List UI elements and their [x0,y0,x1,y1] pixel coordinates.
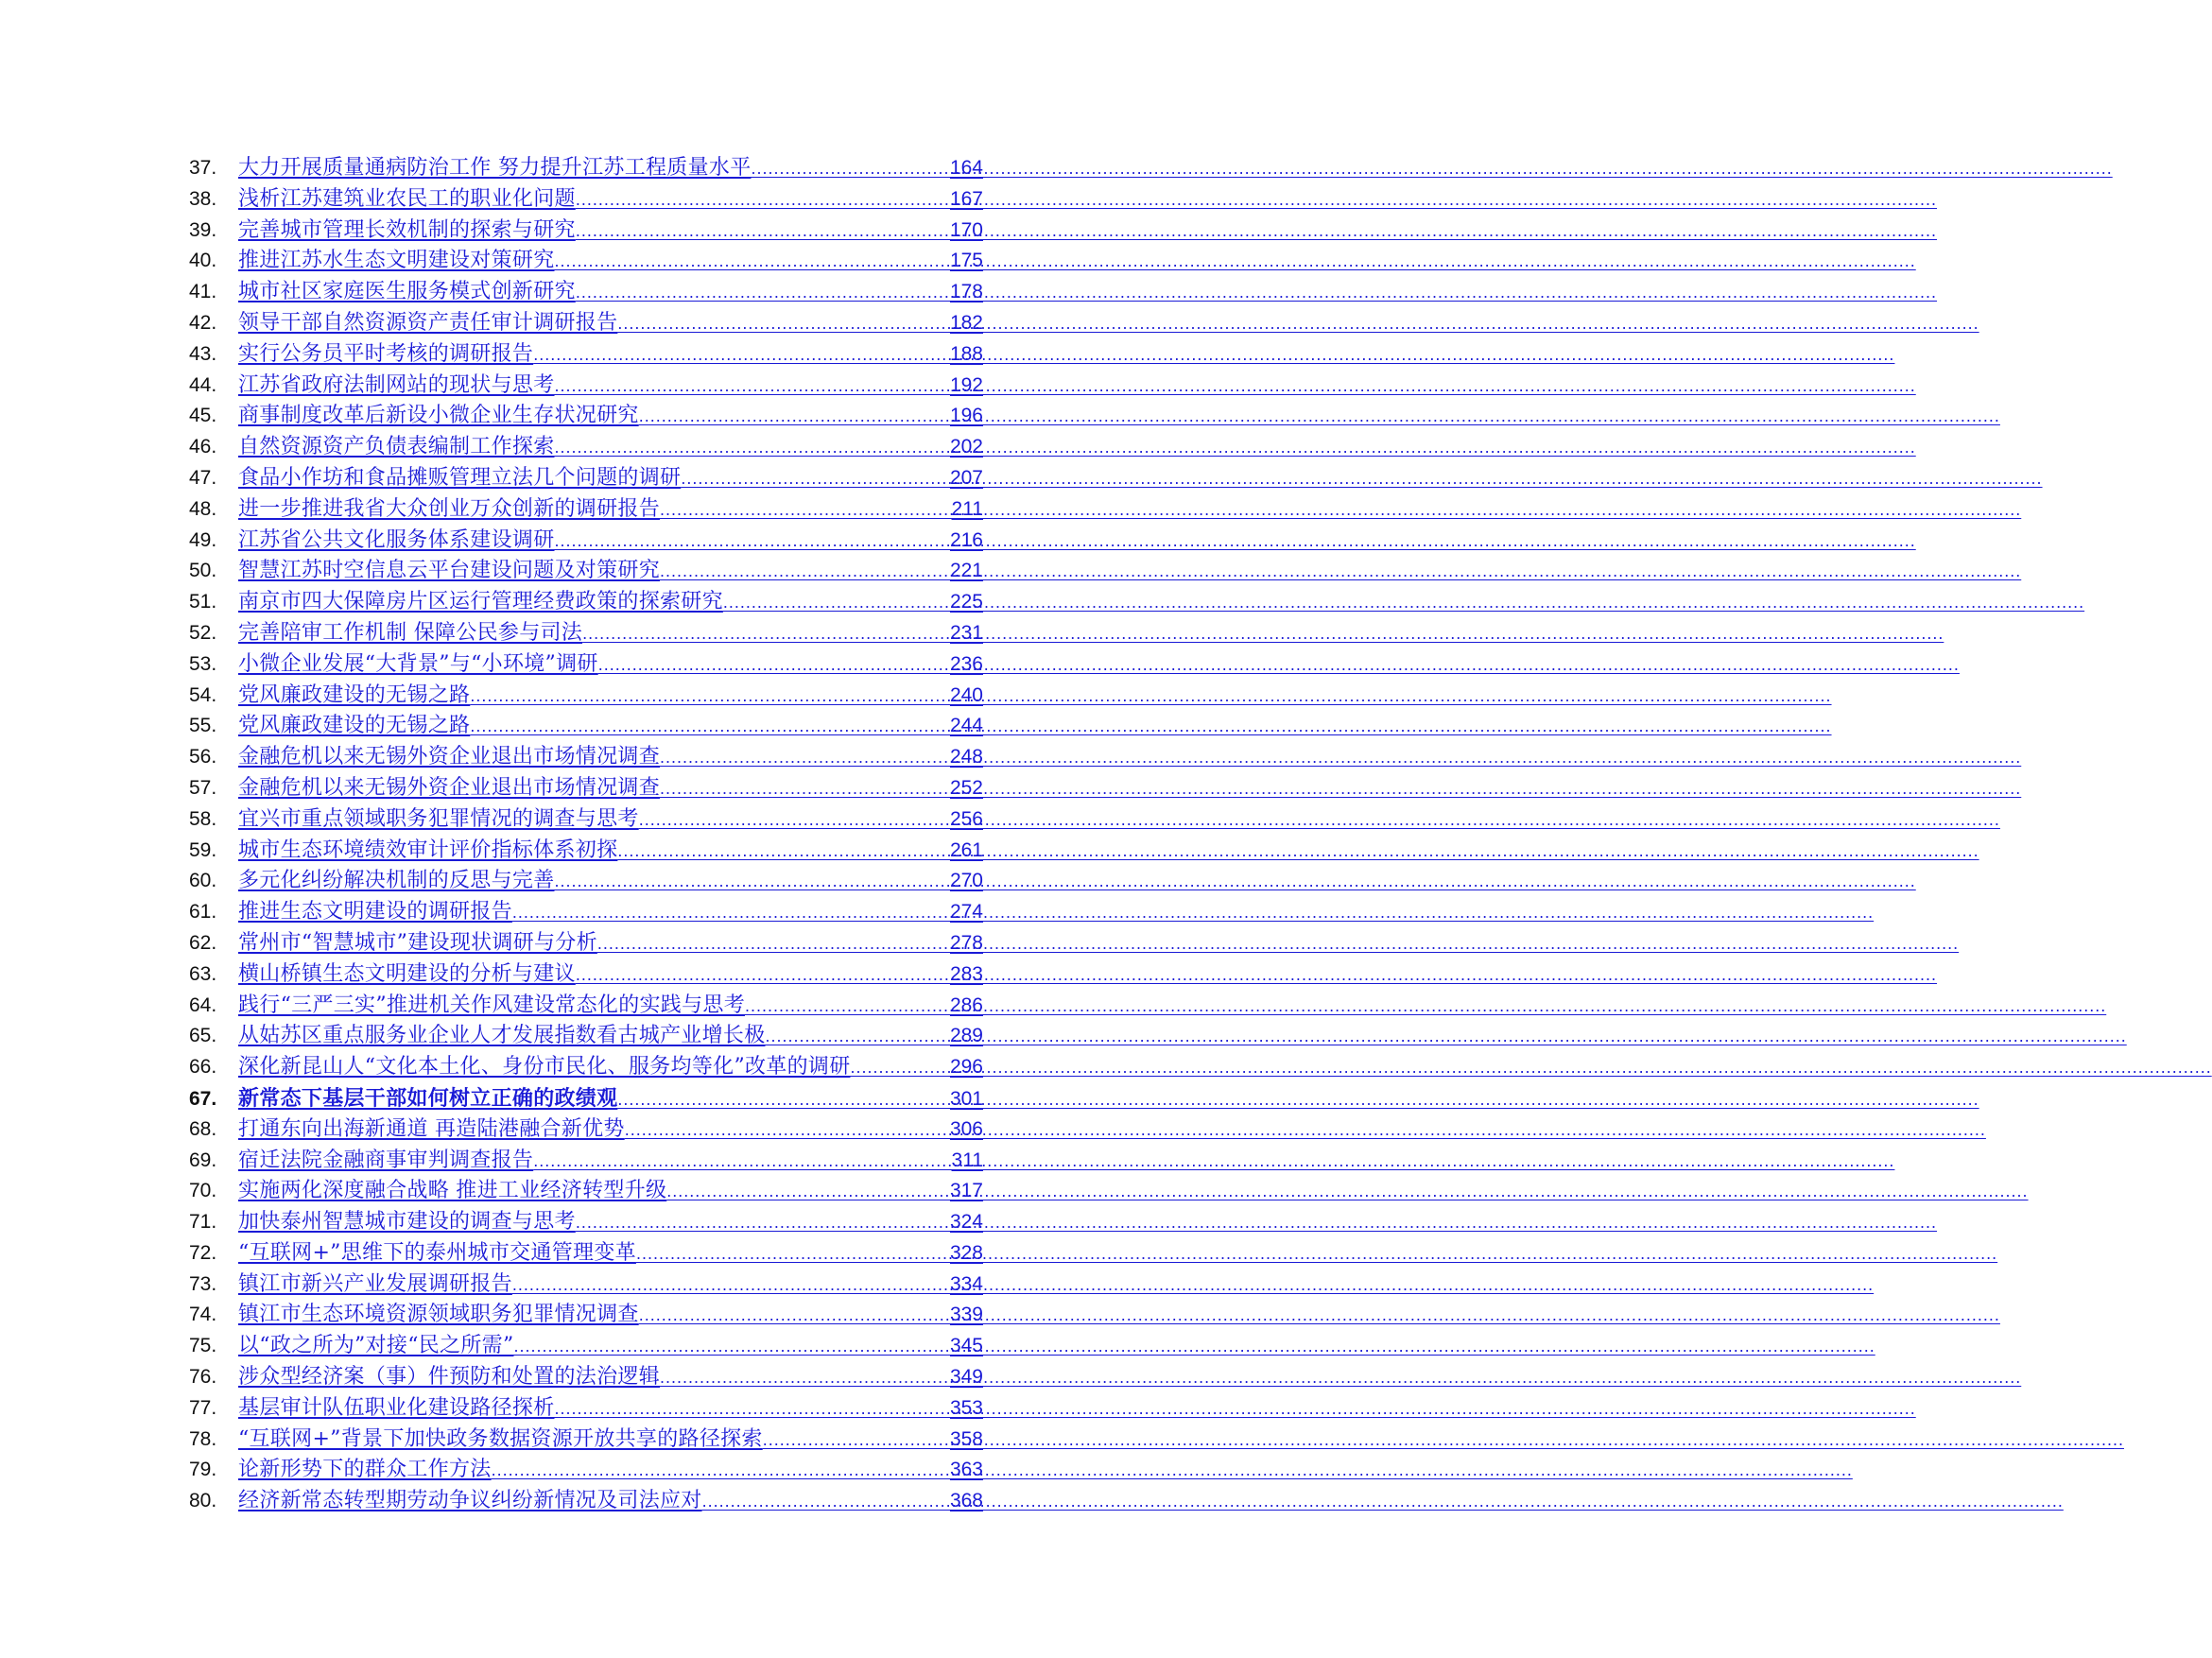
toc-entry-number: 63. [189,962,217,985]
toc-row [189,804,983,836]
toc-row [189,773,983,804]
dot-leader [617,308,950,339]
toc-row [189,556,983,587]
toc-entry-number: 74. [189,1304,217,1326]
toc-entry-link[interactable] [238,1238,983,1269]
toc-entry-title: 金融危机以来无锡外资企业退出市场情况调查 [238,775,661,800]
dot-leader [617,836,950,867]
toc-entry-title: 践行“三严三实”推进机关作风建设常态化的实践与思考 [238,993,745,1017]
toc-entry-link[interactable] [238,494,983,526]
dot-leader [576,216,950,247]
toc-row [189,1238,983,1269]
toc-entry-page-number: 164 [949,157,983,179]
toc-entry-link[interactable] [238,1300,983,1331]
toc-entry-title: 以“政之所为”对接“民之所需” [238,1334,514,1358]
dot-leader [470,681,950,712]
toc-row [189,1486,983,1517]
toc-row [189,277,983,308]
toc-row [189,1425,983,1456]
toc-entry-title: 多元化纠纷解决机制的反思与完善 [238,869,555,893]
toc-row [189,371,983,402]
toc-entry-link[interactable] [238,649,983,681]
dot-leader [555,246,950,277]
toc-entry-link[interactable] [238,1207,983,1238]
toc-entry-title: 深化新昆山人“文化本土化、身份市民化、服务均等化”改革的调研 [238,1055,851,1079]
table-of-contents [189,153,983,1517]
toc-entry-title: 论新形势下的群众工作方法 [238,1458,492,1482]
dot-leader [660,494,952,526]
toc-entry-title: 商事制度改革后新设小微企业生存状况研究 [238,404,639,428]
toc-entry-page-number: 244 [949,715,983,737]
toc-entry-page-number: 339 [949,1304,983,1326]
toc-entry-page-number: 252 [949,776,983,799]
toc-entry-page-number: 278 [949,931,983,954]
toc-entry-title: 金融危机以来无锡外资企业退出市场情况调查 [238,745,661,769]
toc-row [189,1114,983,1146]
dot-leader [555,432,950,463]
toc-entry-link[interactable] [238,556,983,587]
toc-row [189,711,983,742]
dot-leader [470,711,950,742]
toc-entry-title: 大力开展质量通病防治工作 努力提升江苏工程质量水平 [238,156,752,180]
toc-entry-title: 镇江市新兴产业发展调研报告 [238,1271,512,1296]
toc-entry-page-number: 221 [949,560,983,582]
toc-entry-number: 40. [189,250,217,272]
toc-entry-number: 54. [189,683,217,706]
toc-entry-page-number: 283 [949,962,983,985]
toc-row [189,308,983,339]
toc-entry-link[interactable] [238,959,983,991]
toc-entry-page-number: 192 [949,373,983,396]
toc-entry-title: 打通东向出海新通道 再造陆港融合新优势 [238,1116,625,1141]
toc-entry-title: “互联网+”思维下的泰州城市交通管理变革 [238,1240,636,1265]
toc-entry-number: 43. [189,342,217,365]
toc-entry-title: 进一步推进我省大众创业万众创新的调研报告 [238,496,661,521]
toc-row [189,1362,983,1393]
toc-entry-link[interactable] [238,463,983,494]
toc-entry-page-number: 170 [949,218,983,241]
toc-row [189,1021,983,1052]
toc-row [189,463,983,494]
dot-leader [723,587,950,618]
dot-leader [533,339,950,371]
toc-entry-number: 69. [189,1149,217,1171]
toc-entry-number: 53. [189,652,217,675]
toc-entry-title: 浅析江苏建筑业农民工的职业化问题 [238,186,576,211]
toc-entry-title: 新常态下基层干部如何树立正确的政绩观 [238,1085,618,1111]
toc-entry-title: 涉众型经济案（事）件预防和处置的法治逻辑 [238,1365,661,1390]
toc-row [189,1393,983,1425]
toc-entry-page-number: 296 [949,1056,983,1079]
toc-row [189,153,983,184]
toc-entry-number: 59. [189,838,217,861]
toc-row [189,1269,983,1301]
toc-row [189,1455,983,1486]
dot-leader [660,556,950,587]
toc-entry-title: “互联网+”背景下加快政务数据资源开放共享的路径探索 [238,1426,763,1451]
toc-row [189,836,983,867]
toc-entry-title: 南京市四大保障房片区运行管理经费政策的探索研究 [238,590,723,614]
dot-leader [597,928,950,959]
toc-entry-title: 实行公务员平时考核的调研报告 [238,341,534,366]
toc-entry-number: 50. [189,560,217,582]
toc-entry-page-number: 182 [949,311,983,334]
toc-entry-link[interactable] [238,153,983,184]
dot-leader [582,618,950,649]
toc-row [189,587,983,618]
toc-entry-link[interactable] [238,1114,983,1146]
toc-entry-number: 71. [189,1211,217,1234]
toc-entry-title: 智慧江苏时空信息云平台建设问题及对策研究 [238,559,661,583]
toc-entry-link[interactable] [238,742,983,773]
toc-entry-link[interactable] [238,836,983,867]
toc-entry-number: 58. [189,807,217,830]
toc-entry-link[interactable] [238,1052,983,1083]
toc-entry-page-number: 328 [949,1241,983,1264]
dot-leader [555,1393,950,1425]
toc-entry-page-number: 248 [949,746,983,769]
toc-entry-title: 基层审计队伍职业化建设路径探析 [238,1395,555,1420]
toc-entry-number: 55. [189,715,217,737]
toc-entry-page-number: 188 [949,342,983,365]
dot-leader [752,153,950,184]
dot-leader [666,1176,950,1207]
dot-leader [555,526,950,557]
toc-entry-link[interactable] [238,246,983,277]
toc-entry-link[interactable] [238,618,983,649]
toc-entry-number: 67. [189,1087,217,1110]
toc-entry-title: 加快泰州智慧城市建设的调查与思考 [238,1210,576,1235]
toc-entry-number: 41. [189,281,217,303]
toc-entry-title: 城市社区家庭医生服务模式创新研究 [238,280,576,304]
toc-row [189,618,983,649]
dot-leader [625,1114,950,1146]
toc-row [189,526,983,557]
toc-entry-title: 党风廉政建设的无锡之路 [238,714,471,738]
toc-entry-page-number: 207 [949,466,983,489]
toc-entry-number: 80. [189,1490,217,1512]
toc-entry-link[interactable] [238,401,983,432]
dot-leader [851,1052,950,1083]
toc-entry-number: 42. [189,311,217,334]
toc-row [189,991,983,1022]
dot-leader [617,1084,950,1115]
toc-row [189,494,983,526]
toc-entry-link[interactable] [238,371,983,402]
toc-entry-page-number: 167 [949,187,983,210]
toc-entry-title: 常州市“智慧城市”建设现状调研与分析 [238,930,597,955]
toc-entry-link[interactable] [238,587,983,618]
dot-leader [576,277,950,308]
toc-entry-title: 推进生态文明建设的调研报告 [238,900,512,924]
toc-entry-number: 52. [189,621,217,644]
toc-entry-link[interactable] [238,1486,983,1517]
dot-leader [639,804,950,836]
toc-entry-link[interactable] [238,991,983,1022]
toc-entry-link[interactable] [238,277,983,308]
toc-entry-page-number: 349 [949,1366,983,1389]
toc-entry-page-number: 175 [949,250,983,272]
toc-entry-number: 66. [189,1056,217,1079]
toc-entry-title: 经济新常态转型期劳动争议纠纷新情况及司法应对 [238,1489,702,1513]
toc-row [189,928,983,959]
toc-row [189,339,983,371]
dot-leader [639,401,950,432]
toc-entry-link[interactable] [238,1146,983,1177]
dot-leader [660,1362,950,1393]
toc-entry-page-number: 358 [949,1427,983,1450]
dot-leader [533,1146,951,1177]
dot-leader [745,991,950,1022]
toc-entry-number: 79. [189,1459,217,1481]
toc-entry-page-number: 345 [949,1335,983,1357]
toc-row [189,1207,983,1238]
toc-entry-title: 横山桥镇生态文明建设的分析与建议 [238,961,576,986]
toc-entry-link[interactable] [238,1362,983,1393]
toc-row [189,1146,983,1177]
toc-entry-link[interactable] [238,526,983,557]
toc-entry-page-number: 216 [949,528,983,551]
toc-entry-link[interactable] [238,1269,983,1301]
toc-entry-link[interactable] [238,897,983,928]
toc-entry-number: 46. [189,436,217,458]
toc-entry-number: 38. [189,187,217,210]
toc-entry-page-number: 270 [949,870,983,892]
toc-entry-page-number: 196 [949,405,983,427]
toc-entry-link[interactable] [238,1393,983,1425]
toc-entry-page-number: 256 [949,807,983,830]
dot-leader [576,959,950,991]
dot-leader [512,1269,950,1301]
toc-entry-title: 领导干部自然资源资产责任审计调研报告 [238,310,618,335]
toc-row [189,432,983,463]
dot-leader [660,773,950,804]
toc-row [189,246,983,277]
toc-entry-number: 44. [189,373,217,396]
toc-entry-link[interactable] [238,216,983,247]
toc-entry-number: 70. [189,1180,217,1202]
toc-entry-page-number: 317 [949,1180,983,1202]
toc-entry-number: 39. [189,218,217,241]
toc-entry-number: 61. [189,901,217,924]
toc-entry-link[interactable] [238,339,983,371]
toc-entry-link[interactable] [238,773,983,804]
toc-row [189,184,983,216]
toc-entry-number: 78. [189,1427,217,1450]
toc-row [189,1300,983,1331]
toc-entry-link[interactable] [238,1083,983,1115]
dot-leader [660,742,950,773]
toc-entry-link[interactable] [238,1176,983,1207]
toc-entry-number: 62. [189,931,217,954]
dot-leader [576,1207,950,1238]
toc-entry-title: 宿迁法院金融商事审判调查报告 [238,1148,534,1172]
toc-entry-page-number: 225 [949,591,983,613]
toc-entry-link[interactable] [238,928,983,959]
toc-entry-number: 57. [189,776,217,799]
toc-entry-page-number: 202 [949,436,983,458]
dot-leader [636,1238,950,1269]
toc-entry-page-number: 178 [949,281,983,303]
toc-entry-page-number: 236 [949,652,983,675]
toc-entry-link[interactable] [238,432,983,463]
toc-entry-link[interactable] [238,1425,983,1456]
dot-leader [639,1300,950,1331]
toc-entry-page-number: 363 [949,1459,983,1481]
toc-entry-page-number: 353 [949,1396,983,1419]
dot-leader [763,1425,950,1456]
toc-entry-link[interactable] [238,184,983,216]
toc-entry-link[interactable] [238,308,983,339]
toc-entry-title: 小微企业发展“大背景”与“小环境”调研 [238,651,598,676]
toc-entry-number: 77. [189,1396,217,1419]
toc-entry-page-number: 289 [949,1025,983,1047]
toc-entry-page-number: 286 [949,993,983,1016]
toc-entry-link[interactable] [238,1331,983,1362]
toc-entry-number: 65. [189,1025,217,1047]
toc-entry-page-number: 274 [949,901,983,924]
toc-entry-link[interactable] [238,711,983,742]
dot-leader [514,1331,950,1362]
toc-entry-page-number: 311 [951,1149,983,1171]
toc-entry-number: 49. [189,528,217,551]
toc-entry-number: 68. [189,1117,217,1140]
toc-entry-link[interactable] [238,1455,983,1486]
toc-entry-page-number: 306 [949,1117,983,1140]
dot-leader [512,897,950,928]
toc-entry-number: 75. [189,1335,217,1357]
toc-entry-title: 实施两化深度融合战略 推进工业经济转型升级 [238,1179,667,1203]
toc-row [189,681,983,712]
toc-entry-link[interactable] [238,1021,983,1052]
toc-entry-link[interactable] [238,804,983,836]
toc-row [189,1052,983,1083]
dot-leader [681,463,950,494]
dot-leader [576,184,950,216]
toc-entry-page-number: 261 [949,838,983,861]
toc-entry-number: 64. [189,993,217,1016]
toc-entry-title: 从姑苏区重点服务业企业人才发展指数看古城产业增长极 [238,1024,766,1048]
toc-row [189,866,983,897]
toc-entry-title: 江苏省政府法制网站的现状与思考 [238,372,555,397]
dot-leader [555,371,950,402]
toc-entry-title: 推进江苏水生态文明建设对策研究 [238,249,555,273]
toc-entry-link[interactable] [238,681,983,712]
toc-entry-number: 76. [189,1366,217,1389]
toc-entry-title: 食品小作坊和食品摊贩管理立法几个问题的调研 [238,465,682,490]
toc-entry-page-number: 334 [949,1272,983,1295]
dot-leader [555,866,950,897]
toc-entry-page-number: 240 [949,683,983,706]
toc-entry-page-number: 368 [949,1490,983,1512]
toc-entry-number: 48. [189,497,217,520]
toc-row [189,742,983,773]
toc-row [189,959,983,991]
toc-entry-number: 37. [189,157,217,179]
toc-row [189,1176,983,1207]
toc-row [189,401,983,432]
toc-entry-title: 党风廉政建设的无锡之路 [238,682,471,707]
toc-entry-title: 宜兴市重点领域职务犯罪情况的调查与思考 [238,806,639,831]
toc-entry-number: 56. [189,746,217,769]
toc-entry-title: 镇江市生态环境资源领域职务犯罪情况调查 [238,1303,639,1327]
dot-leader [766,1021,950,1052]
toc-entry-number: 47. [189,466,217,489]
dot-leader [702,1486,950,1517]
toc-entry-number: 73. [189,1272,217,1295]
toc-row [189,1083,983,1114]
toc-entry-number: 45. [189,405,217,427]
toc-entry-number: 60. [189,870,217,892]
toc-entry-page-number: 324 [949,1211,983,1234]
dot-leader [492,1455,950,1486]
toc-entry-link[interactable] [238,866,983,897]
toc-entry-page-number: 231 [949,621,983,644]
toc-row [189,897,983,928]
toc-entry-title: 江苏省公共文化服务体系建设调研 [238,527,555,552]
toc-row [189,1331,983,1362]
toc-entry-title: 城市生态环境绩效审计评价指标体系初探 [238,838,618,862]
toc-entry-number: 72. [189,1241,217,1264]
toc-entry-title: 完善陪审工作机制 保障公民参与司法 [238,620,583,645]
dot-leader [598,649,950,681]
toc-entry-title: 完善城市管理长效机制的探索与研究 [238,217,576,242]
toc-entry-title: 自然资源资产负债表编制工作探索 [238,435,555,459]
toc-row [189,649,983,681]
toc-entry-page-number: 211 [951,497,983,520]
toc-row [189,216,983,247]
toc-entry-page-number: 301 [949,1087,983,1110]
toc-entry-number: 51. [189,591,217,613]
